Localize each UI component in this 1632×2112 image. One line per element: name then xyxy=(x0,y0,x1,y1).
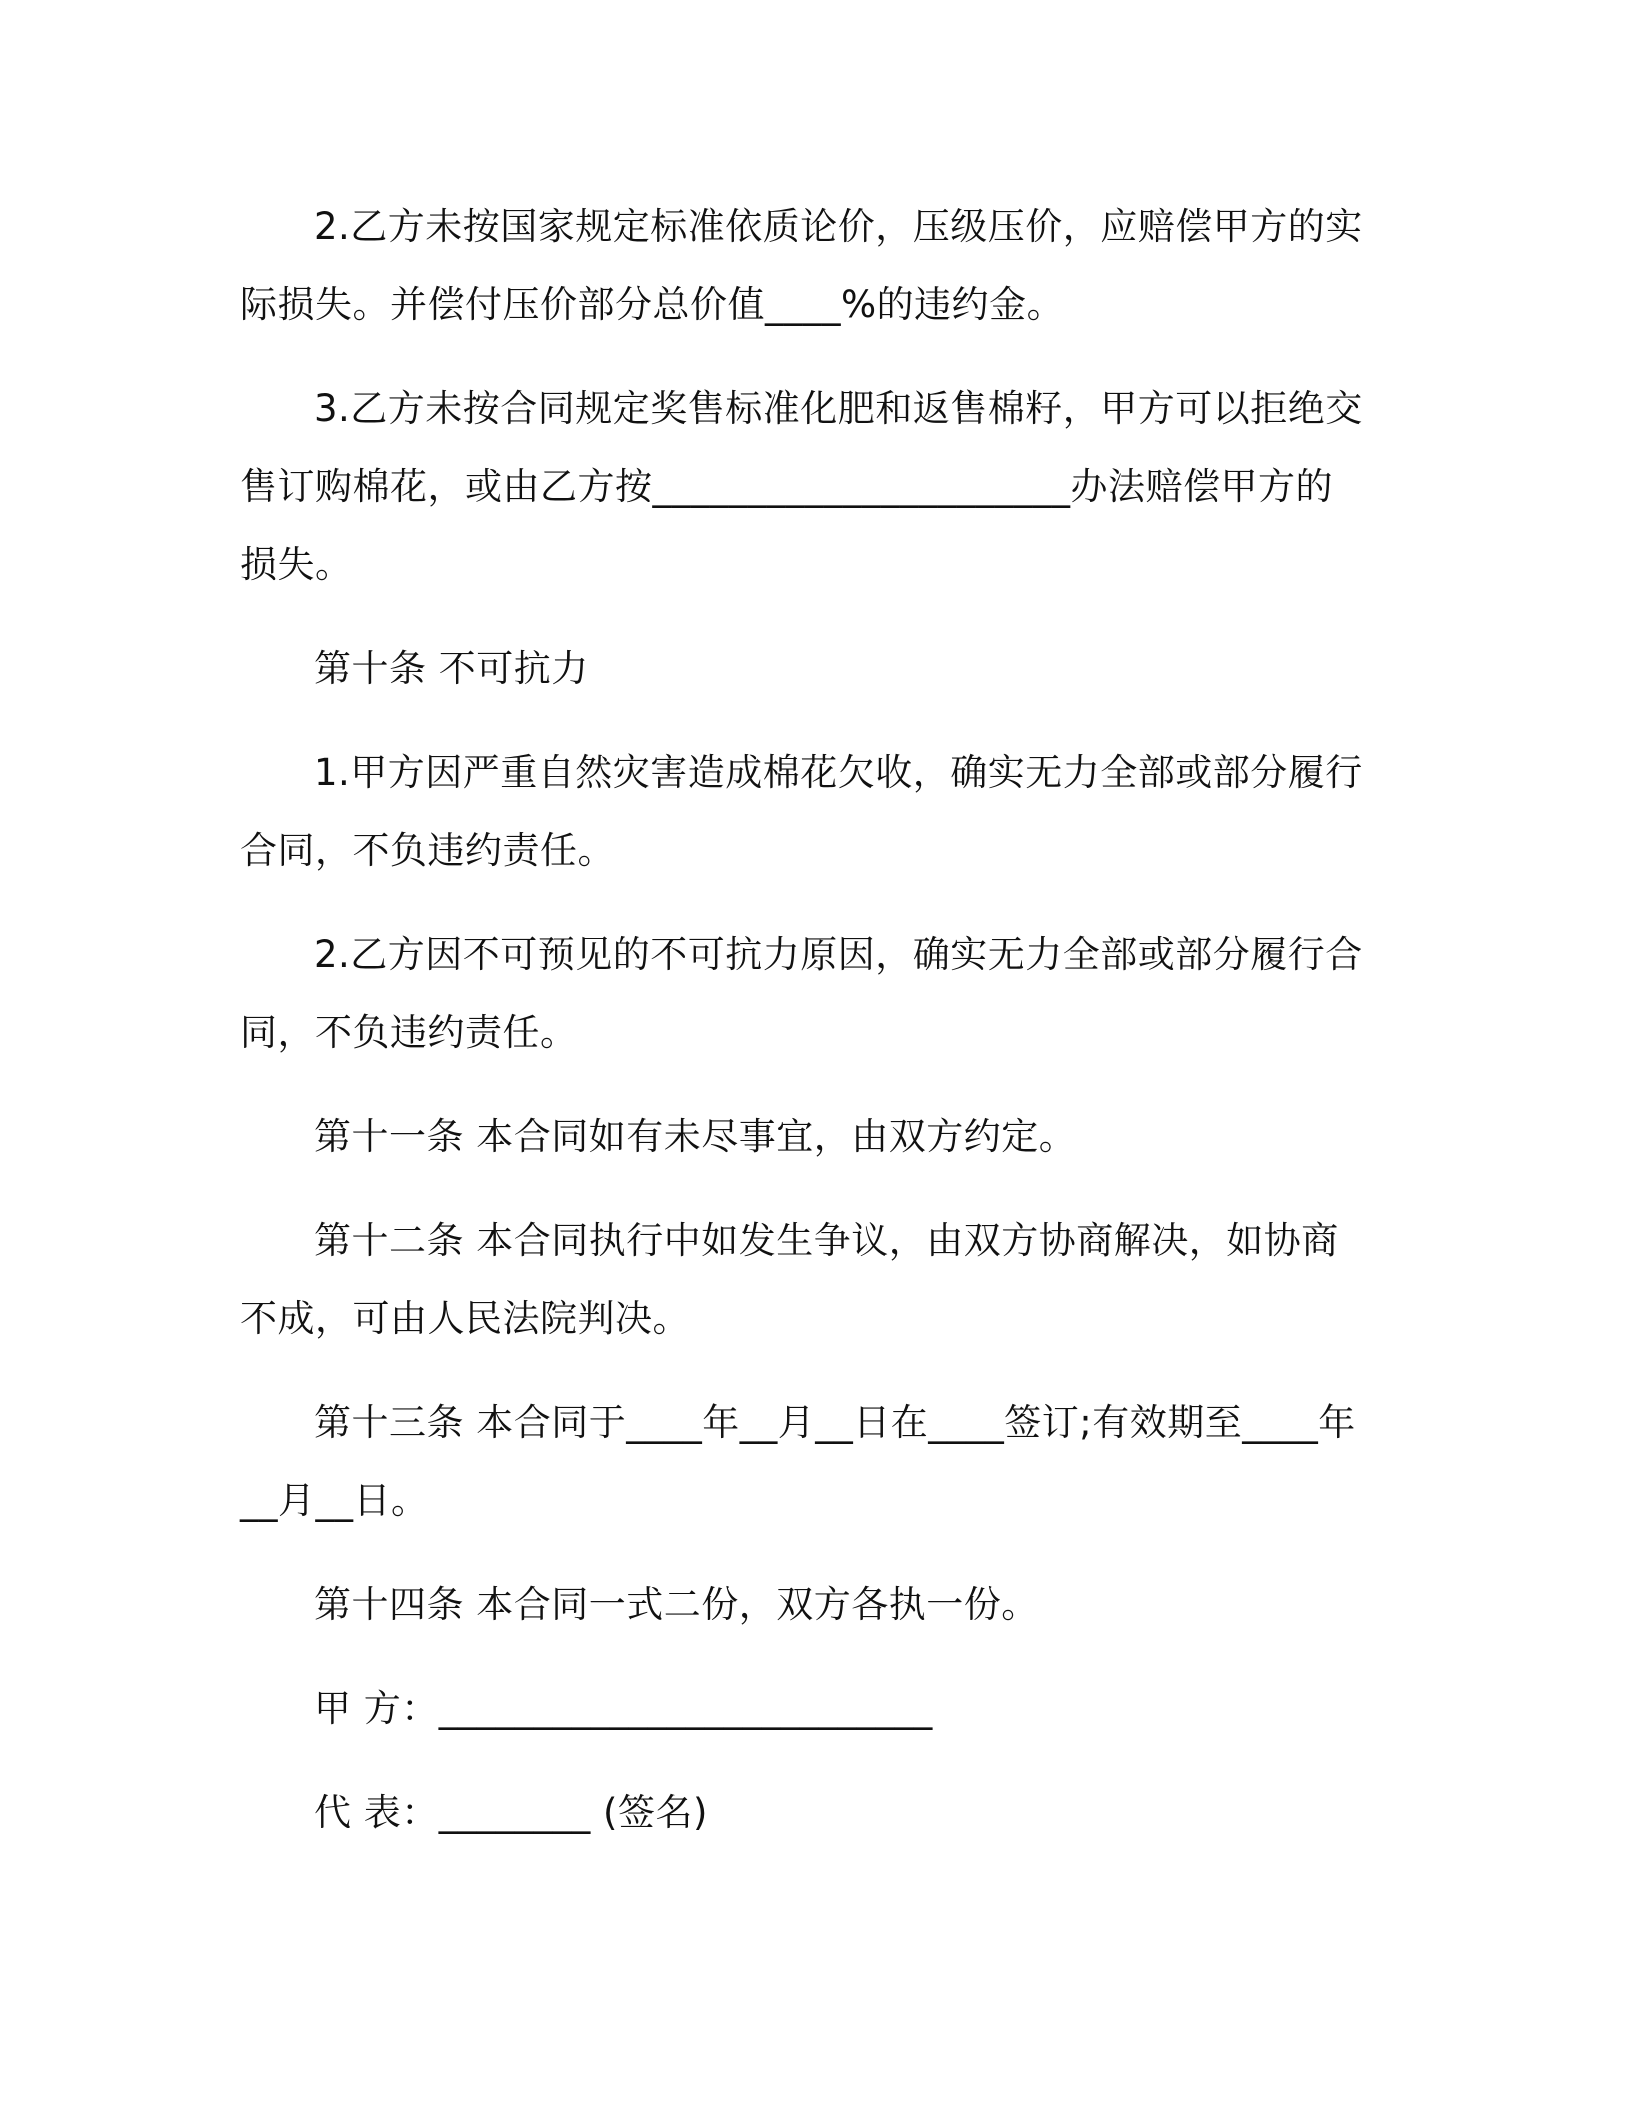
clause-9-item-2: 2.乙方未按国家规定标准依质论价，压级压价，应赔偿甲方的实际损失。并偿付压价部分总价值____%的违约金。 xyxy=(240,205,1363,326)
party-a-signature-line: 甲 方：__________________________ xyxy=(314,1687,933,1730)
representative-signature-line: 代 表：________ (签名) xyxy=(314,1791,708,1834)
clause-14: 第十四条 本合同一式二份，双方各执一份。 xyxy=(314,1583,1039,1626)
clause-10-heading: 第十条 不可抗力 xyxy=(314,647,589,690)
clause-12: 第十二条 本合同执行中如发生争议，由双方协商解决，如协商不成，可由人民法院判决。 xyxy=(240,1219,1339,1340)
clause-9-item-3: 3.乙方未按合同规定奖售标准化肥和返售棉籽，甲方可以拒绝交售订购棉花，或由乙方按______________________办法赔偿甲方的损失。 xyxy=(240,387,1363,586)
clause-13: 第十三条 本合同于____年__月__日在____签订;有效期至____年__月__日。 xyxy=(240,1401,1356,1522)
clause-11: 第十一条 本合同如有未尽事宜，由双方约定。 xyxy=(314,1115,1077,1158)
clause-10-item-1: 1.甲方因严重自然灾害造成棉花欠收，确实无力全部或部分履行合同，不负违约责任。 xyxy=(240,751,1363,872)
document-body xyxy=(240,188,1370,1878)
clause-10-item-2: 2.乙方因不可预见的不可抗力原因，确实无力全部或部分履行合同，不负违约责任。 xyxy=(240,933,1363,1054)
